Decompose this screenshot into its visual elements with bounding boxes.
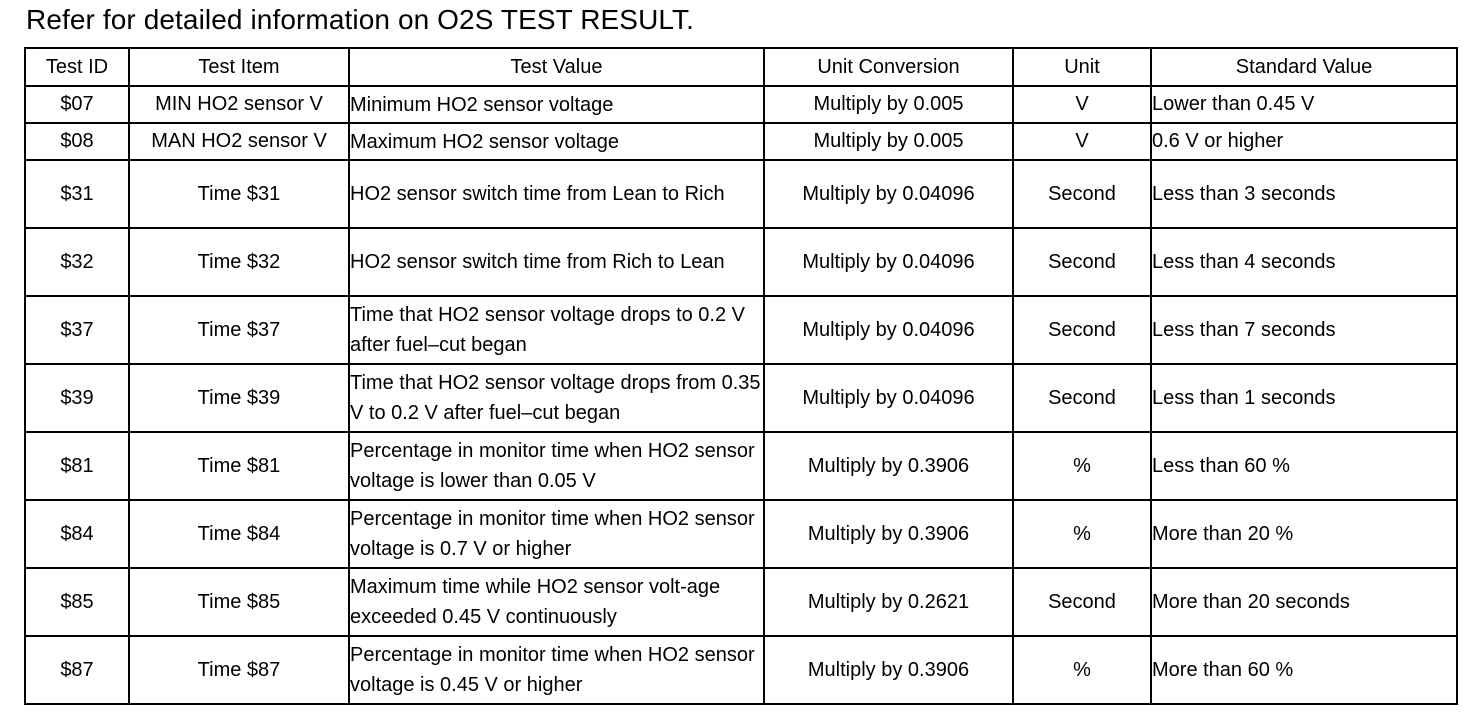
- cell-test-id: $07: [25, 86, 129, 123]
- cell-test-value: HO2 sensor switch time from Rich to Lean: [349, 228, 764, 296]
- table-row: [25, 296, 1457, 364]
- table-row: [25, 228, 1457, 296]
- cell-unit: Second: [1013, 160, 1151, 228]
- cell-test-id: $31: [25, 160, 129, 228]
- o2s-test-result-table: [24, 47, 1458, 705]
- cell-test-item: MIN HO2 sensor V: [129, 86, 349, 123]
- cell-test-value: Time that HO2 sensor voltage drops to 0.2 V after fuel–cut began: [349, 296, 764, 364]
- cell-test-item: Time $32: [129, 228, 349, 296]
- cell-test-item: MAN HO2 sensor V: [129, 123, 349, 160]
- cell-unit-conversion: Multiply by 0.2621: [764, 568, 1013, 636]
- cell-standard-value: Less than 60 %: [1151, 432, 1457, 500]
- table-row: [25, 568, 1457, 636]
- cell-unit: %: [1013, 500, 1151, 568]
- table-header-row: [25, 48, 1457, 86]
- cell-unit-conversion: Multiply by 0.3906: [764, 500, 1013, 568]
- cell-test-item: Time $31: [129, 160, 349, 228]
- table-row: [25, 500, 1457, 568]
- cell-test-value: Minimum HO2 sensor voltage: [349, 86, 764, 123]
- cell-test-value: Percentage in monitor time when HO2 sensor voltage is 0.45 V or higher: [349, 636, 764, 704]
- cell-unit: Second: [1013, 296, 1151, 364]
- cell-standard-value: More than 20 seconds: [1151, 568, 1457, 636]
- cell-test-id: $08: [25, 123, 129, 160]
- intro-text: Refer for detailed information on O2S TEST RESULT.: [26, 4, 694, 35]
- cell-test-id: $39: [25, 364, 129, 432]
- header-test-id: Test ID: [25, 48, 129, 86]
- header-test-item: Test Item: [129, 48, 349, 86]
- table-row: [25, 160, 1457, 228]
- cell-test-id: $81: [25, 432, 129, 500]
- cell-test-item: Time $37: [129, 296, 349, 364]
- header-unit: Unit: [1013, 48, 1151, 86]
- cell-standard-value: Lower than 0.45 V: [1151, 86, 1457, 123]
- cell-unit-conversion: Multiply by 0.04096: [764, 228, 1013, 296]
- cell-unit: V: [1013, 123, 1151, 160]
- cell-unit-conversion: Multiply by 0.005: [764, 123, 1013, 160]
- cell-unit-conversion: Multiply by 0.3906: [764, 432, 1013, 500]
- cell-test-item: Time $39: [129, 364, 349, 432]
- cell-unit-conversion: Multiply by 0.005: [764, 86, 1013, 123]
- header-standard-value: Standard Value: [1151, 48, 1457, 86]
- cell-test-item: Time $84: [129, 500, 349, 568]
- cell-unit: %: [1013, 636, 1151, 704]
- header-unit-conversion: Unit Conversion: [764, 48, 1013, 86]
- table-row: [25, 86, 1457, 123]
- cell-standard-value: Less than 7 seconds: [1151, 296, 1457, 364]
- cell-unit: Second: [1013, 364, 1151, 432]
- cell-unit-conversion: Multiply by 0.04096: [764, 160, 1013, 228]
- header-test-value: Test Value: [349, 48, 764, 86]
- cell-test-value: Percentage in monitor time when HO2 sensor voltage is 0.7 V or higher: [349, 500, 764, 568]
- cell-standard-value: More than 20 %: [1151, 500, 1457, 568]
- cell-unit-conversion: Multiply by 0.3906: [764, 636, 1013, 704]
- cell-standard-value: 0.6 V or higher: [1151, 123, 1457, 160]
- cell-test-id: $84: [25, 500, 129, 568]
- cell-unit-conversion: Multiply by 0.04096: [764, 296, 1013, 364]
- table-row: [25, 432, 1457, 500]
- cell-standard-value: More than 60 %: [1151, 636, 1457, 704]
- cell-standard-value: Less than 3 seconds: [1151, 160, 1457, 228]
- cell-test-value: Percentage in monitor time when HO2 sensor voltage is lower than 0.05 V: [349, 432, 764, 500]
- cell-standard-value: Less than 4 seconds: [1151, 228, 1457, 296]
- cell-test-id: $87: [25, 636, 129, 704]
- cell-unit: %: [1013, 432, 1151, 500]
- cell-test-value: Maximum time while HO2 sensor volt-age exceeded 0.45 V continuously: [349, 568, 764, 636]
- cell-test-value: Time that HO2 sensor voltage drops from 0.35 V to 0.2 V after fuel–cut began: [349, 364, 764, 432]
- cell-test-item: Time $81: [129, 432, 349, 500]
- cell-unit: Second: [1013, 568, 1151, 636]
- table-row: [25, 636, 1457, 704]
- cell-test-value: HO2 sensor switch time from Lean to Rich: [349, 160, 764, 228]
- cell-test-item: Time $87: [129, 636, 349, 704]
- table-row: [25, 364, 1457, 432]
- cell-unit: V: [1013, 86, 1151, 123]
- cell-test-id: $32: [25, 228, 129, 296]
- cell-test-id: $37: [25, 296, 129, 364]
- cell-unit: Second: [1013, 228, 1151, 296]
- cell-test-value: Maximum HO2 sensor voltage: [349, 123, 764, 160]
- cell-unit-conversion: Multiply by 0.04096: [764, 364, 1013, 432]
- cell-test-id: $85: [25, 568, 129, 636]
- table-row: [25, 123, 1457, 160]
- cell-standard-value: Less than 1 seconds: [1151, 364, 1457, 432]
- cell-test-item: Time $85: [129, 568, 349, 636]
